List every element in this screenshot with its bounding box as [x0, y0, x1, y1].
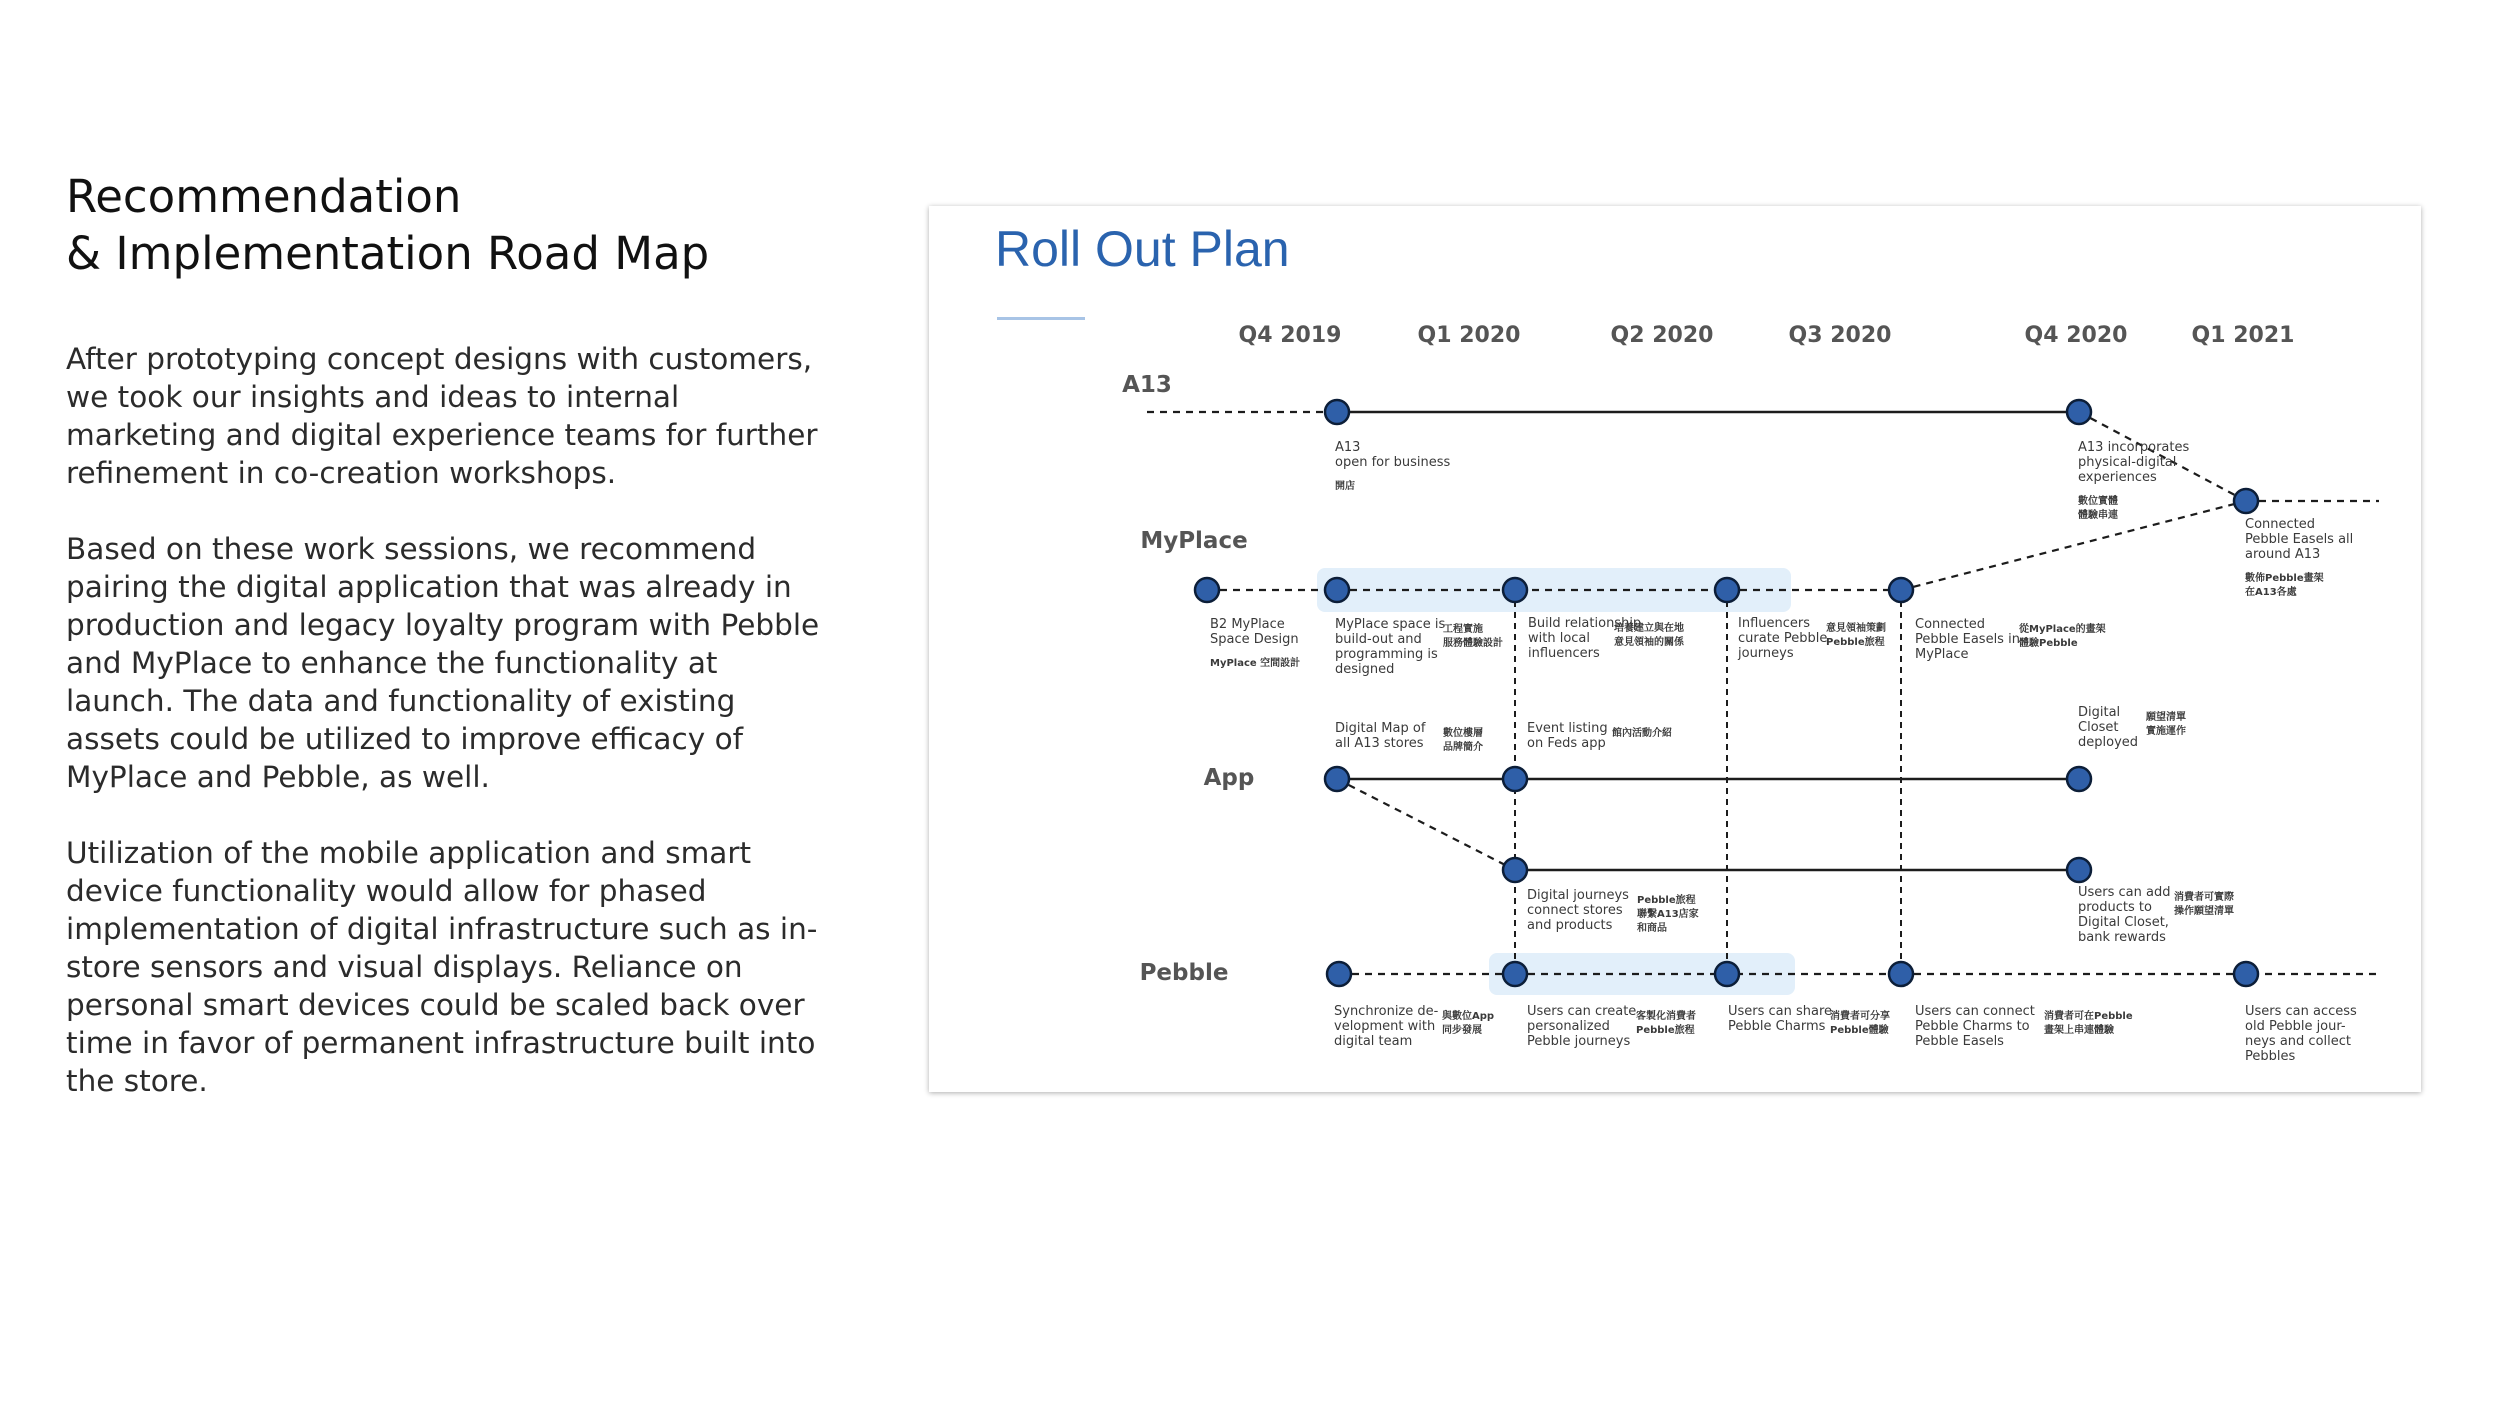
milestone-caption-synchronize	[1334, 1004, 1494, 1049]
milestone-node	[1325, 400, 1349, 424]
quarter-label: Q1 2021	[2191, 323, 2295, 348]
milestone-chinese-line: 館內活動介紹	[1612, 728, 1672, 739]
milestone-chinese-line: MyPlace 空間設計	[1210, 658, 1301, 669]
milestone-text-line: B2 MyPlace	[1210, 617, 1285, 632]
paragraph: Based on these work sessions, we recommend pairing the digital application that was already in production and legacy loyalty program with Pebble and MyPlace to enhance the functionality at launch. The data and functionality of existing assets could be utilized to improve efficacy of MyPlace and Pebble, as well.	[66, 532, 820, 794]
milestone-node	[2234, 962, 2258, 986]
milestone-chinese-line: Pebble體驗	[1830, 1025, 1889, 1036]
milestone-text-line: A13	[1335, 440, 1361, 455]
milestone-chinese-line: 開店	[1335, 481, 1355, 492]
roll-out-plan-card	[929, 206, 2421, 1092]
milestone-text-line: Users can access	[2245, 1004, 2357, 1019]
milestone-text-line: on Feds app	[1527, 736, 1606, 751]
paragraph: After prototyping concept designs with customers, we took our insights and ideas to internal marketing and digital experience teams for further refinement in co-creation workshops.	[66, 342, 818, 490]
milestone-chinese-line: Pebble旅程	[1637, 895, 1696, 906]
milestone-text-line: open for business	[1335, 455, 1451, 470]
milestone-chinese-line: 在A13各處	[2245, 587, 2297, 598]
milestone-chinese-line: 願望清單	[2146, 712, 2186, 723]
lane-label-myplace: MyPlace	[1140, 528, 1248, 554]
milestone-caption-connected-easels-a13	[2245, 517, 2353, 598]
milestone-node	[1715, 578, 1739, 602]
milestone-text-line: Pebble Easels in	[1915, 632, 2020, 647]
milestone-chinese-line: 數位實體	[2078, 496, 2118, 507]
milestone-text-line: Users can create	[1527, 1004, 1637, 1019]
milestone-chinese-line: 體驗串連	[2078, 510, 2118, 521]
milestone-chinese-line: 品牌簡介	[1443, 742, 1483, 753]
lane-label-pebble: Pebble	[1139, 960, 1229, 986]
page-title-line-2: & Implementation Road Map	[66, 227, 710, 280]
milestone-text-line: Digital journeys	[1527, 888, 1629, 903]
milestone-text-line: digital team	[1334, 1034, 1413, 1049]
milestone-text-line: Connected	[1915, 617, 1986, 632]
milestone-node	[1889, 578, 1913, 602]
milestone-chinese-line: 從MyPlace的畫架	[2019, 624, 2106, 635]
milestone-text-line: and products	[1527, 918, 1613, 933]
milestone-text-line: Pebble Charms	[1728, 1019, 1826, 1034]
milestone-chinese-line: 工程實施	[1443, 624, 1483, 635]
milestone-text-line: Pebble journeys	[1527, 1034, 1631, 1049]
milestone-node	[2067, 858, 2091, 882]
milestone-text-line: designed	[1335, 662, 1395, 677]
milestone-chinese-line: 體驗Pebble	[2019, 638, 2078, 649]
milestone-text-line: Pebble Easels all	[2245, 532, 2354, 547]
milestone-chinese-line: 消費者可分享	[1830, 1011, 1890, 1022]
milestone-text-line: around A13	[2245, 547, 2321, 562]
milestone-text-line: Digital Map of	[1335, 721, 1426, 736]
milestone-text-line: MyPlace space is	[1335, 617, 1446, 632]
milestone-chinese-line: 和商品	[1637, 923, 1667, 934]
connector-line	[1337, 779, 1515, 870]
milestone-text-line: Users can connect	[1915, 1004, 2035, 1019]
milestone-caption-myplace-buildout	[1335, 617, 1503, 677]
roll-out-plan-title: Roll Out Plan	[995, 221, 1290, 277]
quarter-label: Q2 2020	[1610, 323, 1714, 348]
milestone-chinese-line: Pebble旅程	[1636, 1025, 1695, 1036]
milestone-node	[1715, 962, 1739, 986]
milestone-caption-a13-incorporates	[2077, 440, 2189, 521]
milestone-text-line: Pebble Charms to	[1915, 1019, 2030, 1034]
quarter-label: Q1 2020	[1417, 323, 1521, 348]
milestone-chinese-line: 實施運作	[2146, 726, 2186, 737]
body-text	[66, 340, 826, 1138]
milestone-text-line: Connected	[2245, 517, 2316, 532]
milestone-chinese-line: 同步發展	[1442, 1025, 1482, 1036]
milestone-caption-users-access	[2245, 1004, 2357, 1064]
milestone-text-line: Build relationship	[1528, 616, 1642, 631]
page-title-line-1: Recommendation	[66, 170, 462, 223]
milestone-caption-digital-journeys	[1527, 888, 1699, 934]
milestone-text-line: Digital Closet,	[2078, 915, 2169, 930]
milestone-caption-users-add-products	[2078, 885, 2234, 945]
milestone-text-line: Space Design	[1210, 632, 1299, 647]
milestone-text-line: Synchronize de-	[1334, 1004, 1439, 1019]
connector-line	[1901, 501, 2246, 590]
milestone-text-line: products to	[2078, 900, 2152, 915]
milestone-node	[1503, 858, 1527, 882]
paragraph: Utilization of the mobile application and smart device functionality would allow for phased implementation of digital infrastructure such as in-store sensors and visual displays. Reliance on personal smart devices could be scaled back over time in favor of permanent infrastructure built into the store.	[66, 836, 818, 1098]
milestone-text-line: physical-digital	[2078, 455, 2177, 470]
milestone-node	[1503, 578, 1527, 602]
milestone-chinese-line: 數佈Pebble畫架	[2245, 573, 2324, 584]
milestone-text-line: journeys	[1738, 646, 1794, 661]
milestone-node	[2234, 489, 2258, 513]
milestone-caption-b2-myplace	[1210, 617, 1300, 669]
milestone-caption-digital-closet	[2078, 705, 2186, 750]
milestone-text-line: A13 incorporates	[2078, 440, 2190, 455]
milestone-text-line: velopment with	[1334, 1019, 1436, 1034]
milestone-node	[2067, 400, 2091, 424]
milestone-chinese-line: 與數位App	[1442, 1011, 1495, 1022]
milestone-chinese-line: 服務體驗設計	[1443, 638, 1503, 649]
roadmap-diagram	[929, 206, 2421, 1092]
quarter-label: Q4 2020	[2024, 323, 2128, 348]
milestone-text-line: Pebble Easels	[1915, 1034, 2004, 1049]
milestone-node	[2067, 767, 2091, 791]
milestone-text-line: experiences	[2078, 470, 2157, 485]
milestone-node	[1503, 962, 1527, 986]
quarter-label: Q4 2019	[1238, 323, 1342, 348]
milestone-caption-users-share	[1728, 1004, 1890, 1036]
milestone-text-line: influencers	[1528, 646, 1600, 661]
milestone-node	[1889, 962, 1913, 986]
milestone-node	[1327, 962, 1351, 986]
milestone-text-line: personalized	[1527, 1019, 1610, 1034]
milestone-chinese-line: 客製化消費者	[1636, 1011, 1696, 1022]
milestone-text-line: Influencers	[1738, 616, 1811, 631]
milestone-chinese-line: 數位樓層	[1443, 728, 1483, 739]
milestone-node	[1325, 767, 1349, 791]
milestone-node	[1195, 578, 1219, 602]
milestone-chinese-line: 聯繫A13店家	[1637, 909, 1699, 920]
milestone-chinese-line: 意見領袖的關係	[1614, 637, 1684, 648]
milestone-text-line: curate Pebble	[1738, 631, 1828, 646]
milestone-chinese-line: 畫架上串連體驗	[2044, 1025, 2114, 1036]
milestone-text-line: with local	[1528, 631, 1591, 646]
milestone-text-line: connect stores	[1527, 903, 1623, 918]
milestone-caption-users-create	[1527, 1004, 1696, 1049]
milestone-caption-influencers-curate	[1737, 616, 1886, 661]
milestone-text-line: Pebbles	[2245, 1049, 2296, 1064]
milestone-caption-build-relationship	[1528, 616, 1685, 661]
milestone-caption-digital-map	[1335, 721, 1483, 753]
milestone-text-line: bank rewards	[2078, 930, 2166, 945]
lane-label-app: App	[1203, 765, 1255, 791]
milestone-chinese-line: 消費者可在Pebble	[2044, 1011, 2133, 1022]
page-title	[66, 168, 709, 282]
milestone-chinese-line: 意見領袖策劃	[1826, 623, 1886, 634]
milestone-text-line: all A13 stores	[1335, 736, 1424, 751]
milestone-text-line: neys and collect	[2245, 1034, 2351, 1049]
milestone-chinese-line: 培養建立與在地	[1614, 623, 1684, 634]
milestone-text-line: deployed	[2078, 735, 2139, 750]
quarter-label: Q3 2020	[1788, 323, 1892, 348]
milestone-text-line: MyPlace	[1915, 647, 1969, 662]
milestone-caption-event-listing	[1527, 721, 1672, 751]
milestone-text-line: Users can add	[2078, 885, 2171, 900]
milestone-text-line: Event listing	[1527, 721, 1608, 736]
milestone-text-line: Users can share	[1728, 1004, 1833, 1019]
milestone-text-line: build-out and	[1335, 632, 1422, 647]
milestone-node	[1503, 767, 1527, 791]
milestone-caption-users-connect	[1915, 1004, 2133, 1049]
milestone-caption-a13-open	[1335, 440, 1450, 492]
milestone-text-line: programming is	[1335, 647, 1438, 662]
milestone-text-line: Closet	[2078, 720, 2119, 735]
milestone-text-line: Digital	[2078, 705, 2121, 720]
milestone-text-line: old Pebble jour-	[2245, 1019, 2346, 1034]
milestone-chinese-line: Pebble旅程	[1826, 637, 1885, 648]
milestone-caption-connected-easels-myplace	[1915, 617, 2106, 662]
lane-label-a13: A13	[1122, 372, 1172, 398]
milestone-chinese-line: 操作願望清單	[2174, 906, 2234, 917]
milestone-node	[1325, 578, 1349, 602]
milestone-chinese-line: 消費者可實際	[2174, 892, 2234, 903]
